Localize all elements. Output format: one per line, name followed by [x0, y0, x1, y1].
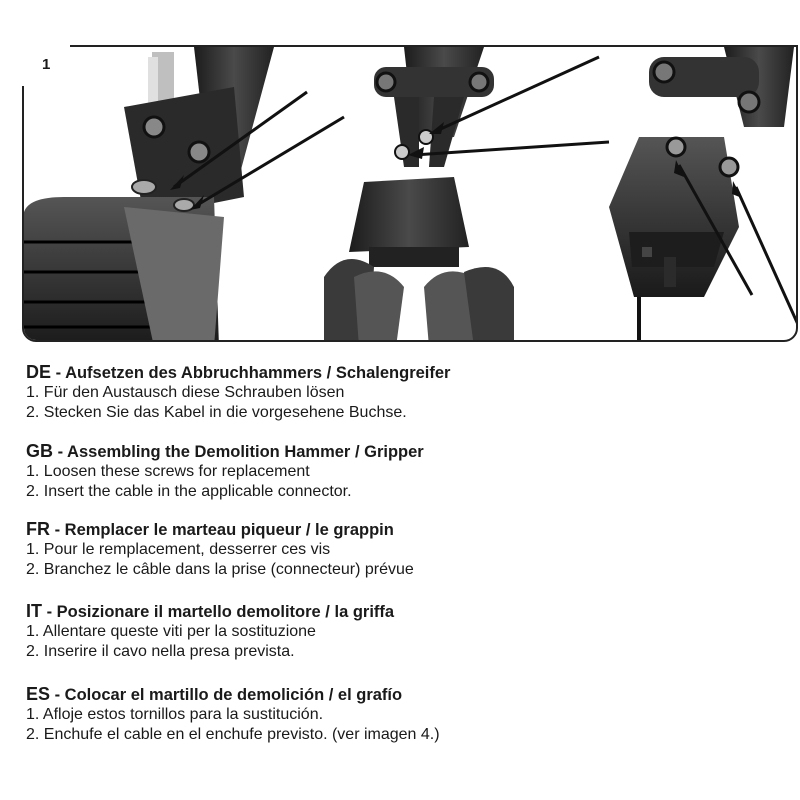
instruction-line: 2. Insert the cable in the applicable connector. — [26, 483, 352, 500]
section-heading: - Remplacer le marteau piqueur / le grappin — [50, 521, 394, 539]
section-title — [26, 362, 786, 383]
gripper-attachment — [324, 47, 609, 342]
section-title — [26, 519, 786, 540]
excavator-bucket-attachment — [24, 47, 344, 342]
instruction-line: 2. Branchez le câble dans la prise (connecteur) prévue — [26, 561, 414, 578]
section-heading: - Assembling the Demolition Hammer / Gripper — [53, 443, 424, 461]
section-it — [26, 601, 786, 662]
language-code: GB — [26, 441, 53, 461]
illustration — [24, 47, 798, 342]
section-fr — [26, 519, 786, 580]
step-number: 1 — [42, 56, 51, 73]
instruction-line: 1. Loosen these screws for replacement — [26, 463, 310, 480]
section-heading: - Posizionare il martello demolitore / la griffa — [42, 603, 395, 621]
instruction-line: 2. Inserire il cavo nella presa prevista. — [26, 643, 295, 660]
section-heading: - Aufsetzen des Abbruchhammers / Schalengreifer — [51, 364, 451, 382]
section-es — [26, 684, 786, 745]
instruction-line: 1. Afloje estos tornillos para la sustitución. — [26, 706, 324, 723]
language-code: DE — [26, 362, 52, 382]
instruction-line: 1. Für den Austausch diese Schrauben lösen — [26, 384, 345, 401]
section-title — [26, 441, 786, 462]
instruction-line: 1. Allentare queste viti per la sostituzione — [26, 623, 316, 640]
language-code: ES — [26, 684, 51, 704]
section-heading: - Colocar el martillo de demolición / el grafío — [50, 686, 403, 704]
instruction-line: 1. Pour le remplacement, desserrer ces vis — [26, 541, 331, 558]
section-gb — [26, 441, 786, 502]
language-code: IT — [26, 601, 42, 621]
instruction-line: 2. Stecken Sie das Kabel in die vorgesehene Buchse. — [26, 404, 407, 421]
section-de — [26, 362, 786, 423]
demolition-hammer-attachment — [609, 47, 798, 342]
illustration-frame — [22, 45, 798, 342]
language-code: FR — [26, 519, 50, 539]
section-title — [26, 601, 786, 622]
section-title — [26, 684, 786, 705]
instruction-line: 2. Enchufe el cable en el enchufe previsto. (ver imagen 4.) — [26, 726, 440, 743]
